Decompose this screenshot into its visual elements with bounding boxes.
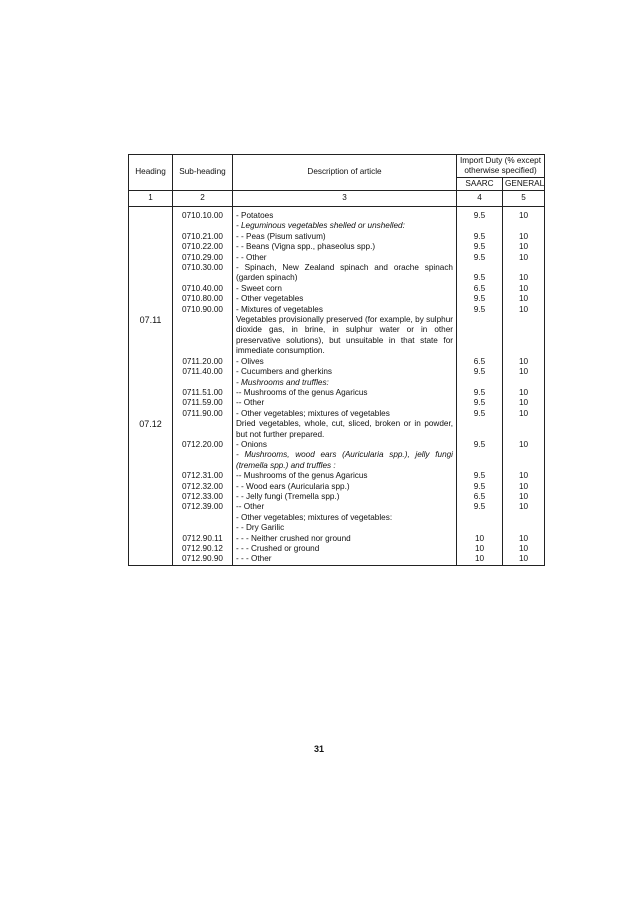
description-cell: - Potatoes xyxy=(233,207,457,222)
subheading-cell: 0712.33.00 xyxy=(173,492,233,502)
description-cell: - - Other xyxy=(233,253,457,263)
subheading-cell xyxy=(173,315,233,357)
table-row xyxy=(129,554,545,565)
table-row xyxy=(129,284,545,294)
general-duty-cell xyxy=(503,450,545,471)
subheading-cell: 0711.59.00 xyxy=(173,398,233,408)
general-duty-cell: 10 xyxy=(503,534,545,544)
heading-cell xyxy=(129,440,173,450)
subheading-cell xyxy=(173,523,233,533)
subheading-cell: 0710.10.00 xyxy=(173,207,233,222)
heading-cell xyxy=(129,357,173,367)
description-cell: Vegetables provisionally preserved (for example, by sulphur dioxide gas, in brine, in sulphur water or in other preservative solutions), but unsuitable in that state for immediate consumption. xyxy=(233,315,457,357)
saarc-duty-cell: 6.5 xyxy=(457,357,503,367)
table-row xyxy=(129,294,545,304)
table-row xyxy=(129,440,545,450)
general-duty-cell: 10 xyxy=(503,482,545,492)
description-cell: - - Dry Garilic xyxy=(233,523,457,533)
saarc-duty-cell: 9.5 xyxy=(457,398,503,408)
saarc-duty-cell xyxy=(457,221,503,231)
general-duty-cell: 10 xyxy=(503,502,545,512)
general-duty-cell: 10 xyxy=(503,357,545,367)
general-duty-cell: 10 xyxy=(503,398,545,408)
column-number: 1 xyxy=(129,191,173,207)
saarc-duty-cell: 9.5 xyxy=(457,471,503,481)
general-duty-cell xyxy=(503,513,545,523)
saarc-duty-cell: 9.5 xyxy=(457,305,503,315)
table-row xyxy=(129,378,545,388)
table-header xyxy=(129,155,545,207)
description-cell: Dried vegetables, whole, cut, sliced, broken or in powder, but not further prepared. xyxy=(233,419,457,440)
table-row xyxy=(129,419,545,440)
saarc-duty-cell xyxy=(457,513,503,523)
saarc-duty-cell xyxy=(457,315,503,357)
general-duty-cell: 10 xyxy=(503,263,545,284)
heading-cell xyxy=(129,513,173,523)
saarc-duty-cell: 9.5 xyxy=(457,409,503,419)
general-duty-cell xyxy=(503,221,545,231)
table-row xyxy=(129,242,545,252)
description-cell: - - - Neither crushed nor ground xyxy=(233,534,457,544)
general-duty-cell: 10 xyxy=(503,305,545,315)
heading-cell xyxy=(129,305,173,315)
column-number: 3 xyxy=(233,191,457,207)
heading-cell xyxy=(129,523,173,533)
table-row xyxy=(129,305,545,315)
description-cell: - Mushrooms, wood ears (Auricularia spp.), jelly fungi (tremella spp.) and truffles : xyxy=(233,450,457,471)
description-cell: -- Mushrooms of the genus Agaricus xyxy=(233,388,457,398)
general-duty-cell: 10 xyxy=(503,544,545,554)
saarc-duty-cell: 9.5 xyxy=(457,388,503,398)
heading-cell: 07.11 xyxy=(129,315,173,357)
table-row xyxy=(129,367,545,377)
saarc-duty-cell: 9.5 xyxy=(457,263,503,284)
subheading-cell: 0711.20.00 xyxy=(173,357,233,367)
saarc-duty-cell: 10 xyxy=(457,554,503,565)
general-duty-cell: 10 xyxy=(503,284,545,294)
subheading-cell: 0712.90.90 xyxy=(173,554,233,565)
general-duty-cell xyxy=(503,315,545,357)
saarc-duty-cell xyxy=(457,450,503,471)
saarc-duty-cell xyxy=(457,378,503,388)
general-duty-cell: 10 xyxy=(503,367,545,377)
table-row xyxy=(129,409,545,419)
heading-cell xyxy=(129,367,173,377)
subheading-column-header: Sub-heading xyxy=(173,155,233,191)
description-cell: -- Other xyxy=(233,398,457,408)
saarc-duty-cell: 9.5 xyxy=(457,253,503,263)
saarc-duty-cell: 9.5 xyxy=(457,440,503,450)
table-row xyxy=(129,388,545,398)
table-row xyxy=(129,398,545,408)
heading-cell xyxy=(129,242,173,252)
heading-cell xyxy=(129,492,173,502)
description-cell: - Other vegetables xyxy=(233,294,457,304)
general-duty-cell xyxy=(503,523,545,533)
general-duty-cell: 10 xyxy=(503,471,545,481)
saarc-duty-cell: 9.5 xyxy=(457,502,503,512)
general-duty-cell: 10 xyxy=(503,554,545,565)
general-duty-cell: 10 xyxy=(503,207,545,222)
saarc-duty-cell xyxy=(457,523,503,533)
subheading-cell: 0710.29.00 xyxy=(173,253,233,263)
description-cell: - - - Other xyxy=(233,554,457,565)
table-row xyxy=(129,221,545,231)
heading-cell xyxy=(129,253,173,263)
column-number: 4 xyxy=(457,191,503,207)
subheading-cell: 0712.90.11 xyxy=(173,534,233,544)
table-row xyxy=(129,513,545,523)
column-number: 5 xyxy=(503,191,545,207)
general-duty-cell: 10 xyxy=(503,232,545,242)
description-cell: - - Wood ears (Auricularia spp.) xyxy=(233,482,457,492)
saarc-duty-cell xyxy=(457,419,503,440)
general-duty-cell: 10 xyxy=(503,242,545,252)
table-row xyxy=(129,471,545,481)
description-cell: - Cucumbers and gherkins xyxy=(233,367,457,377)
saarc-duty-cell: 6.5 xyxy=(457,284,503,294)
heading-cell xyxy=(129,398,173,408)
subheading-cell xyxy=(173,450,233,471)
table-row xyxy=(129,482,545,492)
description-cell: - Spinach, New Zealand spinach and orache spinach (garden spinach) xyxy=(233,263,457,284)
heading-column-header: Heading xyxy=(129,155,173,191)
table-row xyxy=(129,534,545,544)
subheading-cell: 0711.90.00 xyxy=(173,409,233,419)
table-row xyxy=(129,450,545,471)
heading-cell: 07.12 xyxy=(129,419,173,440)
subheading-cell: 0710.80.00 xyxy=(173,294,233,304)
heading-cell xyxy=(129,388,173,398)
tariff-table xyxy=(128,154,545,566)
general-duty-cell: 10 xyxy=(503,492,545,502)
description-cell: - Mixtures of vegetables xyxy=(233,305,457,315)
description-cell: - - - Crushed or ground xyxy=(233,544,457,554)
saarc-duty-cell: 9.5 xyxy=(457,482,503,492)
heading-cell xyxy=(129,450,173,471)
description-column-header: Description of article xyxy=(233,155,457,191)
heading-cell xyxy=(129,482,173,492)
heading-cell xyxy=(129,263,173,284)
subheading-cell: 0710.90.00 xyxy=(173,305,233,315)
table-body xyxy=(129,207,545,566)
heading-cell xyxy=(129,534,173,544)
subheading-cell xyxy=(173,513,233,523)
heading-cell xyxy=(129,221,173,231)
subheading-cell: 0711.40.00 xyxy=(173,367,233,377)
heading-cell xyxy=(129,554,173,565)
description-cell: - Other vegetables; mixtures of vegetables: xyxy=(233,513,457,523)
description-cell: - Other vegetables; mixtures of vegetables xyxy=(233,409,457,419)
subheading-cell xyxy=(173,221,233,231)
subheading-cell xyxy=(173,378,233,388)
subheading-cell: 0710.22.00 xyxy=(173,242,233,252)
table-row xyxy=(129,263,545,284)
subheading-cell: 0712.32.00 xyxy=(173,482,233,492)
description-cell: - - Jelly fungi (Tremella spp.) xyxy=(233,492,457,502)
description-cell: -- Mushrooms of the genus Agaricus xyxy=(233,471,457,481)
saarc-duty-cell: 6.5 xyxy=(457,492,503,502)
subheading-cell: 0712.90.12 xyxy=(173,544,233,554)
description-cell: - Onions xyxy=(233,440,457,450)
general-duty-cell: 10 xyxy=(503,409,545,419)
general-duty-cell xyxy=(503,419,545,440)
subheading-cell: 0710.40.00 xyxy=(173,284,233,294)
general-duty-cell: 10 xyxy=(503,440,545,450)
page-number: 31 xyxy=(313,744,324,754)
subheading-cell xyxy=(173,419,233,440)
subheading-cell: 0711.51.00 xyxy=(173,388,233,398)
saarc-duty-cell: 9.5 xyxy=(457,242,503,252)
subheading-cell: 0710.30.00 xyxy=(173,263,233,284)
saarc-duty-cell: 9.5 xyxy=(457,367,503,377)
heading-cell xyxy=(129,471,173,481)
table-row xyxy=(129,523,545,533)
heading-cell xyxy=(129,409,173,419)
saarc-duty-cell: 9.5 xyxy=(457,207,503,222)
heading-cell xyxy=(129,378,173,388)
general-duty-cell: 10 xyxy=(503,253,545,263)
subheading-cell: 0712.39.00 xyxy=(173,502,233,512)
heading-cell xyxy=(129,544,173,554)
table-row xyxy=(129,544,545,554)
column-number: 2 xyxy=(173,191,233,207)
description-cell: - Sweet corn xyxy=(233,284,457,294)
table-row xyxy=(129,232,545,242)
saarc-duty-cell: 9.5 xyxy=(457,232,503,242)
saarc-duty-cell: 10 xyxy=(457,534,503,544)
table-row xyxy=(129,492,545,502)
heading-cell xyxy=(129,232,173,242)
table-row xyxy=(129,315,545,357)
table-row xyxy=(129,253,545,263)
subheading-cell: 0710.21.00 xyxy=(173,232,233,242)
general-duty-cell xyxy=(503,378,545,388)
general-duty-cell: 10 xyxy=(503,294,545,304)
heading-cell xyxy=(129,284,173,294)
saarc-duty-cell: 10 xyxy=(457,544,503,554)
description-cell: - Olives xyxy=(233,357,457,367)
import-duty-header: Import Duty (% except otherwise specified) xyxy=(457,155,545,178)
description-cell: -- Other xyxy=(233,502,457,512)
table-row xyxy=(129,502,545,512)
heading-cell xyxy=(129,502,173,512)
saarc-column-header: SAARC xyxy=(457,178,503,191)
subheading-cell: 0712.31.00 xyxy=(173,471,233,481)
general-duty-cell: 10 xyxy=(503,388,545,398)
table-row xyxy=(129,357,545,367)
description-cell: - - Beans (Vigna spp., phaseolus spp.) xyxy=(233,242,457,252)
general-column-header: GENERAL xyxy=(503,178,545,191)
table-row xyxy=(129,207,545,222)
saarc-duty-cell: 9.5 xyxy=(457,294,503,304)
subheading-cell: 0712.20.00 xyxy=(173,440,233,450)
description-cell: - - Peas (Pisum sativum) xyxy=(233,232,457,242)
heading-cell xyxy=(129,207,173,222)
description-cell: - Leguminous vegetables shelled or unshelled: xyxy=(233,221,457,231)
heading-cell xyxy=(129,294,173,304)
description-cell: - Mushrooms and truffles: xyxy=(233,378,457,388)
